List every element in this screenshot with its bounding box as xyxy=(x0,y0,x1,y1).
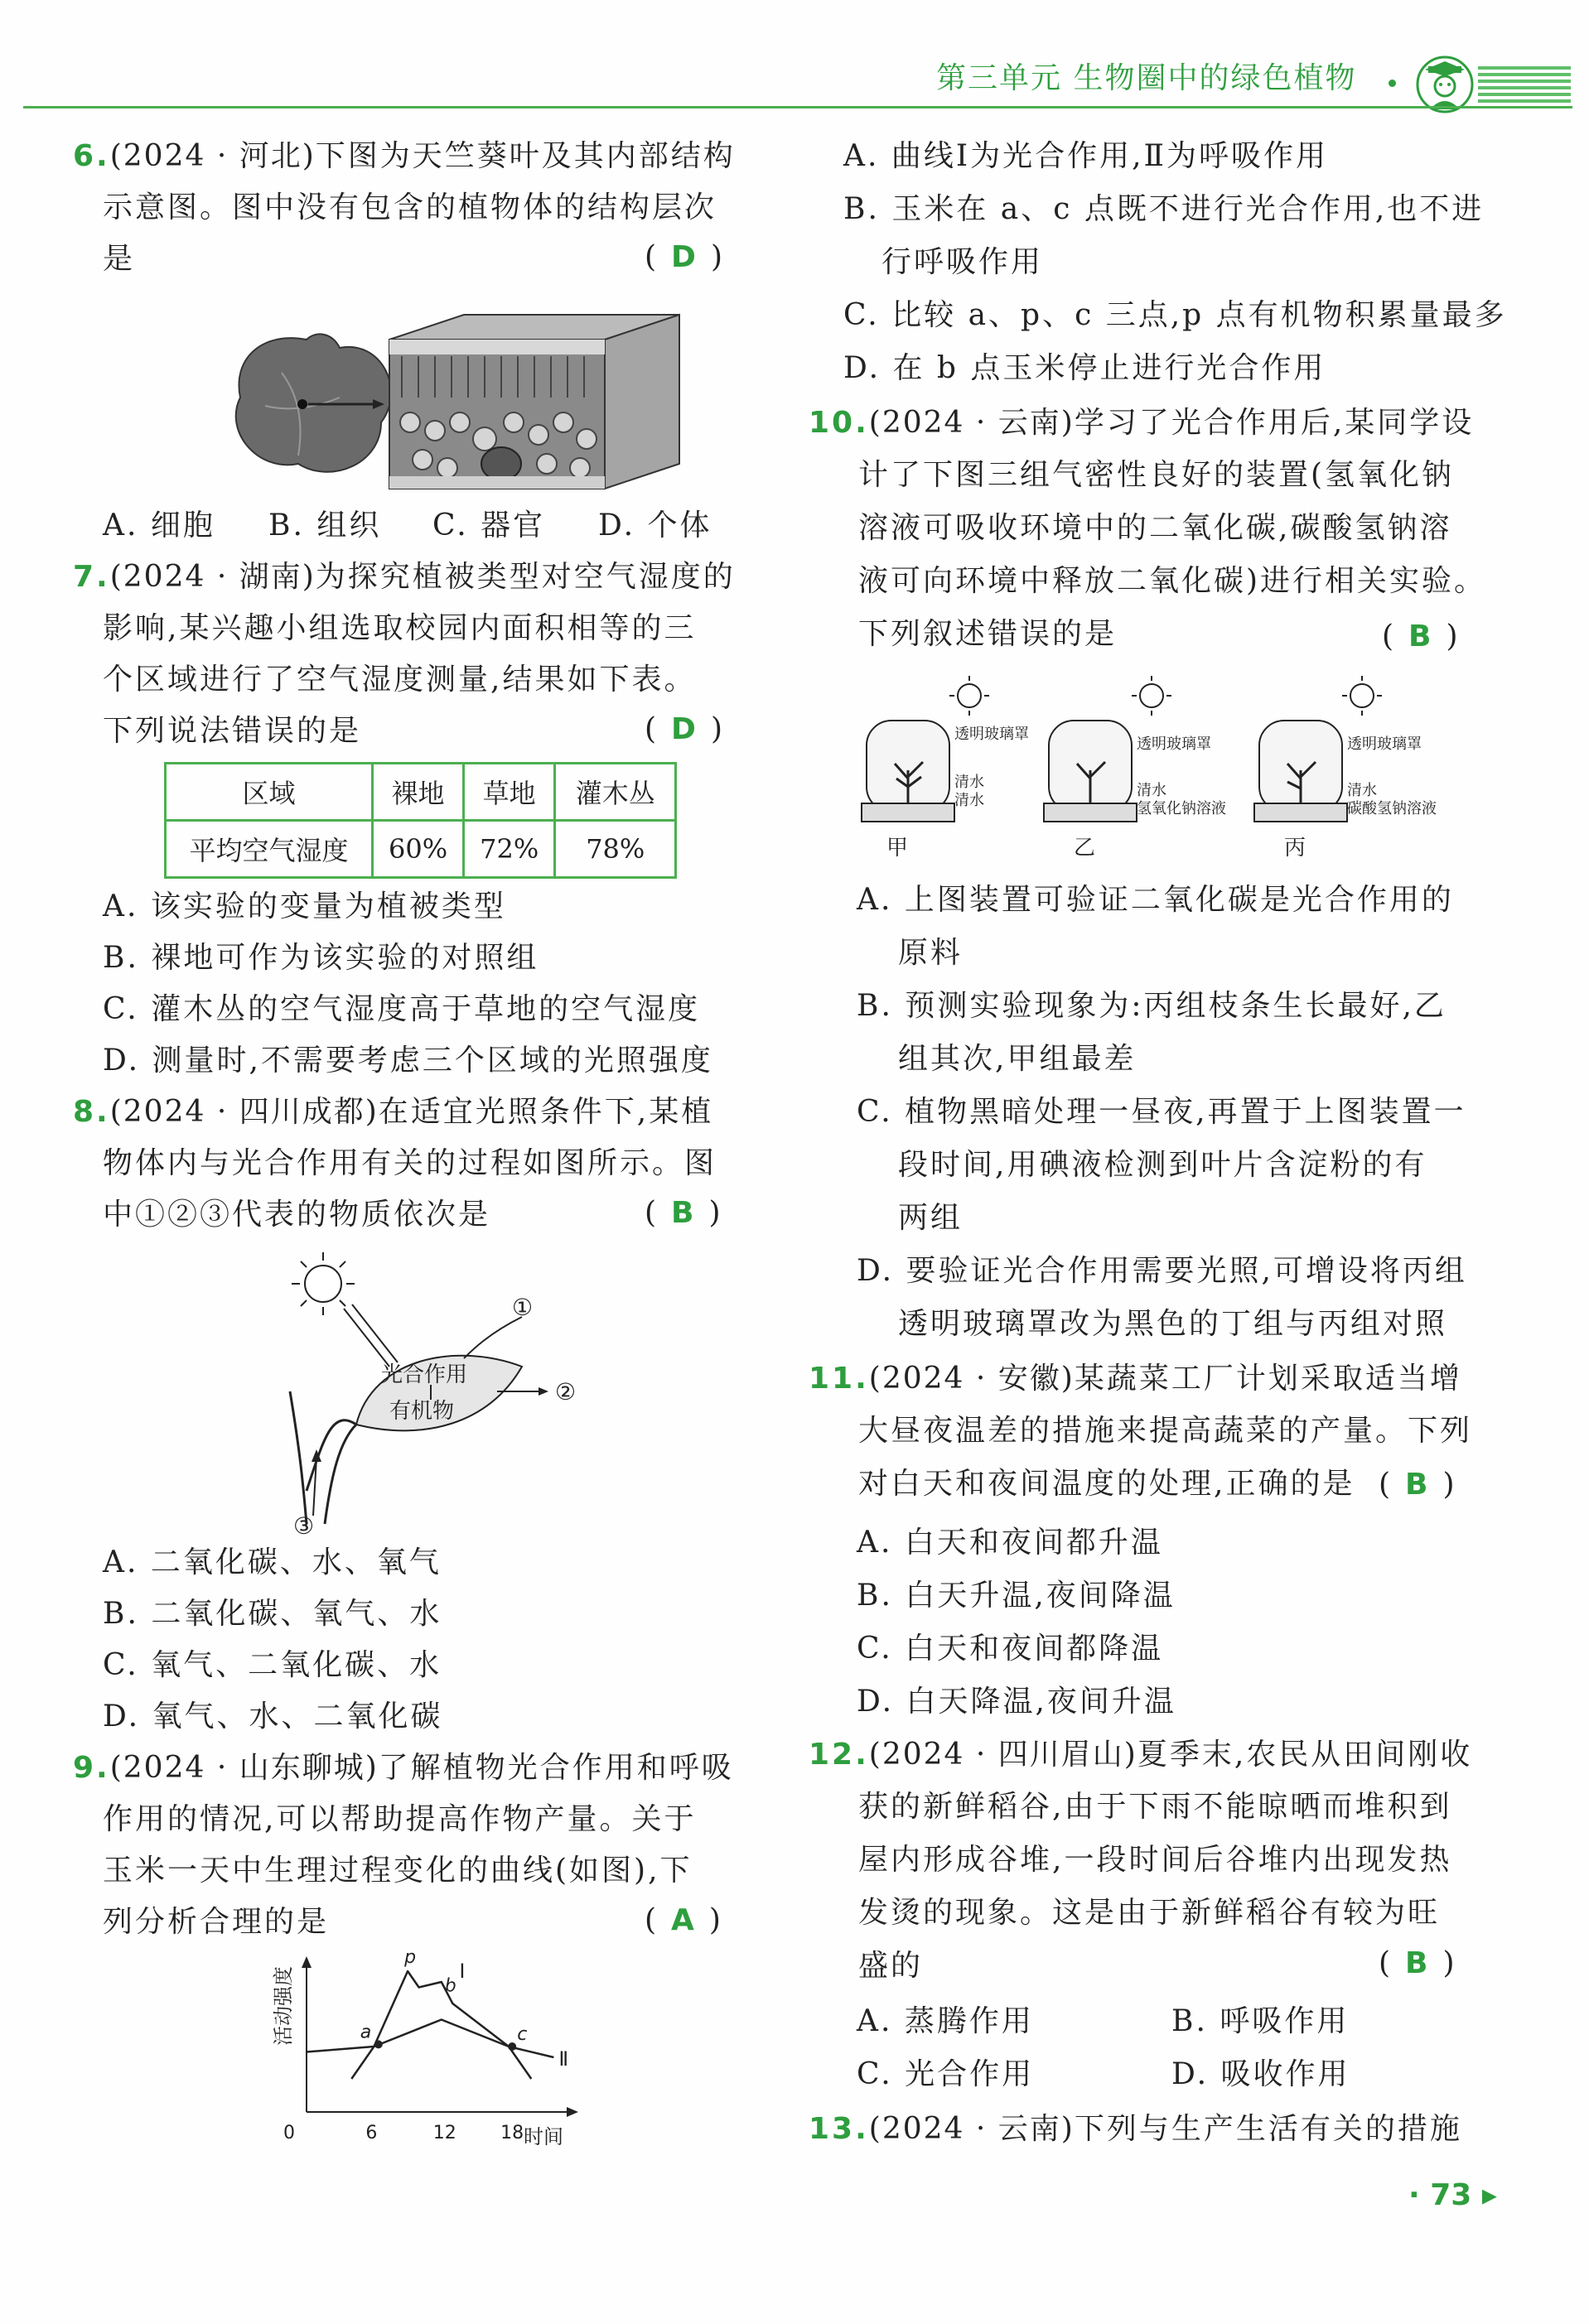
option-b: B. 呼吸作用 xyxy=(1171,2004,1350,2038)
table-cell: 平均空气湿度 xyxy=(166,821,373,878)
option-a: A. 白天和夜间都升温 xyxy=(857,1526,1163,1560)
option-b: B. 预测实验现象为:丙组枝条生长最好,乙 xyxy=(857,989,1447,1023)
table-header-cell: 灌木丛 xyxy=(555,764,676,821)
series-label: Ⅰ xyxy=(459,1960,466,1983)
option-a: A. 蒸腾作用 xyxy=(857,2004,1034,2038)
answer-6: ( D ) xyxy=(645,240,722,274)
option-d-cont: 透明玻璃罩改为黑色的丁组与丙组对照 xyxy=(898,1307,1448,1341)
naoh-label: 氢氧化钠溶液 xyxy=(1137,800,1226,817)
table-header-cell: 草地 xyxy=(464,764,555,821)
header-stripes xyxy=(1478,66,1571,106)
intersection-point xyxy=(374,2040,383,2048)
table-cell: 72% xyxy=(464,821,555,878)
point-label: c xyxy=(517,2024,528,2045)
question-stem: 大昼夜温差的措施来提高蔬菜的产量。下列 xyxy=(858,1414,1473,1448)
option-c-cont: 段时间,用碘液检测到叶片含淀粉的有 xyxy=(898,1148,1427,1182)
label-2: ② xyxy=(555,1378,577,1405)
option-d: D. 要验证光合作用需要光照,可增设将丙组 xyxy=(857,1254,1467,1288)
question-number: 8. xyxy=(73,1095,110,1129)
question-stem: 物体内与光合作用有关的过程如图所示。图 xyxy=(103,1146,717,1180)
nahco3-label: 碳酸氢钠溶液 xyxy=(1347,800,1437,817)
apparatus-yi xyxy=(1044,676,1226,861)
option-c: C. 白天和夜间都降温 xyxy=(857,1632,1164,1666)
option-b-cont: 组其次,甲组最差 xyxy=(898,1042,1137,1076)
cover-label: 透明玻璃罩 xyxy=(1137,735,1211,753)
option-b: B. 裸地可作为该实验的对照组 xyxy=(103,941,539,975)
sun-icon xyxy=(292,1252,355,1315)
option-d: D. 吸收作用 xyxy=(1171,2057,1350,2091)
option-b: B. 玉米在 a、c 点既不进行光合作用,也不进 xyxy=(843,192,1485,226)
humidity-table xyxy=(164,762,677,879)
x-tick-label: 0 xyxy=(283,2123,295,2143)
question-number: 12. xyxy=(809,1738,869,1772)
table-header-cell: 区域 xyxy=(166,764,373,821)
option-c: C. 植物黑暗处理一昼夜,再置于上图装置一 xyxy=(857,1095,1466,1129)
water-label: 清水 xyxy=(954,774,984,791)
process-label: 光合作用 xyxy=(381,1362,468,1387)
answer-9: ( A ) xyxy=(645,1903,721,1937)
question-stem: 个区域进行了空气湿度测量,结果如下表。 xyxy=(103,663,697,697)
answer-11: ( B ) xyxy=(1379,1468,1455,1502)
question-stem: 中①②③代表的物质依次是 xyxy=(103,1198,491,1232)
question-stem: 某蔬菜工厂计划采取适当增 xyxy=(1074,1362,1462,1396)
apparatus-label-jia: 甲 xyxy=(886,836,909,861)
answer-8: ( B ) xyxy=(645,1196,721,1230)
plant-stem xyxy=(290,1391,356,1524)
series-line-1 xyxy=(351,1971,531,2079)
apparatus-label-yi: 乙 xyxy=(1074,836,1096,861)
cover-label: 透明玻璃罩 xyxy=(1347,735,1422,753)
question-source: (2024 · 山东聊城) xyxy=(109,1751,379,1785)
product-label: 有机物 xyxy=(389,1399,455,1424)
question-number: 9. xyxy=(73,1751,110,1785)
apparatus-bing xyxy=(1254,676,1437,861)
question-number: 13. xyxy=(809,2112,869,2146)
question-number: 11. xyxy=(809,1362,869,1396)
question-stem: 玉米一天中生理过程变化的曲线(如图),下 xyxy=(103,1854,693,1888)
point-label: a xyxy=(360,2022,372,2043)
question-13 xyxy=(809,2104,1496,2155)
label-1: ① xyxy=(512,1294,534,1321)
water-label: 清水 xyxy=(1137,782,1166,799)
question-source: (2024 · 湖南) xyxy=(109,560,316,594)
leaf-structure-figure xyxy=(215,306,712,497)
intersection-point xyxy=(508,2042,516,2051)
option-a: A. 该实验的变量为植被类型 xyxy=(103,890,506,923)
question-stem: 为探究植被类型对空气湿度的 xyxy=(315,560,736,594)
water-label-2: 清水 xyxy=(954,792,984,809)
x-tick-label: 18 xyxy=(500,2123,524,2143)
photosynthesis-process-diagram xyxy=(273,1242,605,1540)
y-axis-label: 活动强度 xyxy=(272,1966,295,2046)
question-stem: 作用的情况,可以帮助提高作物产量。关于 xyxy=(103,1802,697,1836)
light-arrow xyxy=(344,1309,389,1367)
option-d: D. 白天降温,夜间升温 xyxy=(857,1685,1176,1719)
question-stem: 学习了光合作用后,某同学设 xyxy=(1074,406,1475,440)
question-number: 7. xyxy=(73,560,110,594)
sun-icon xyxy=(949,676,989,716)
unit-title: 第三单元 生物圈中的绿色植物 xyxy=(936,61,1357,95)
question-stem: 列分析合理的是 xyxy=(103,1905,330,1939)
question-number: 10. xyxy=(809,406,869,440)
x-tick-label: 12 xyxy=(432,2123,456,2143)
option-b: B. 二氧化碳、氧气、水 xyxy=(103,1597,442,1631)
header-dot xyxy=(1389,80,1396,87)
question-stem: 下列说法错误的是 xyxy=(103,714,362,748)
option-c-cont: 两组 xyxy=(898,1201,964,1235)
table-header-cell: 裸地 xyxy=(373,764,464,821)
question-source: (2024 · 安徽) xyxy=(868,1362,1075,1396)
option-d: D. 氧气、水、二氧化碳 xyxy=(103,1700,443,1733)
option-b-cont: 行呼吸作用 xyxy=(881,245,1044,279)
option-a: A. 上图装置可验证二氧化碳是光合作用的 xyxy=(857,883,1454,917)
question-stem: 获的新鲜稻谷,由于下雨不能晾晒而堆积到 xyxy=(858,1790,1452,1824)
question-source: (2024 · 四川成都) xyxy=(109,1095,379,1129)
answer-10: ( B ) xyxy=(1382,620,1458,653)
cover-label: 透明玻璃罩 xyxy=(954,726,1029,743)
point-label: p xyxy=(404,1947,417,1968)
header-rule xyxy=(23,106,1572,108)
activity-intensity-chart xyxy=(257,1946,605,2153)
x-axis-label: 时间 xyxy=(524,2125,563,2148)
option-a-cont: 原料 xyxy=(898,936,964,970)
label-3: ③ xyxy=(293,1512,315,1540)
option-c: C. 灌木丛的空气湿度高于草地的空气湿度 xyxy=(103,992,701,1026)
question-stem: 示意图。图中没有包含的植物体的结构层次 xyxy=(103,190,717,224)
question-stem: 盛的 xyxy=(858,1949,924,1983)
answer-12: ( B ) xyxy=(1379,1946,1455,1980)
apparatus-jia xyxy=(862,676,1029,861)
option-c: C. 器官 xyxy=(432,509,546,542)
option-a: A. 细胞 xyxy=(103,509,215,542)
question-number: 6. xyxy=(73,139,110,173)
table-row xyxy=(166,821,676,878)
water-label: 清水 xyxy=(1347,782,1377,799)
question-stem: 液可向环境中释放二氧化碳)进行相关实验。 xyxy=(858,564,1487,598)
question-stem: 夏季末,农民从田间刚收 xyxy=(1137,1738,1473,1772)
sun-icon xyxy=(1132,676,1171,716)
question-source: (2024 · 云南) xyxy=(868,406,1075,440)
question-stem: 计了下图三组气密性良好的装置(氢氧化钠 xyxy=(858,458,1455,492)
option-c: C. 氧气、二氧化碳、水 xyxy=(103,1648,442,1682)
bell-jar-apparatus-figure xyxy=(853,671,1508,870)
option-b: B. 组织 xyxy=(268,509,382,542)
question-stem: 了解植物光合作用和呼吸 xyxy=(378,1751,734,1785)
table-cell: 60% xyxy=(373,821,464,878)
page-number: · 73 ▸ xyxy=(1408,2178,1497,2212)
question-source: (2024 · 河北) xyxy=(109,139,316,173)
question-stem: 在适宜光照条件下,某植 xyxy=(378,1095,714,1129)
answer-7: ( D ) xyxy=(645,712,722,746)
question-source: (2024 · 四川眉山) xyxy=(868,1738,1137,1772)
question-stem: 下列与生产生活有关的措施 xyxy=(1074,2112,1462,2146)
option-a: A. 二氧化碳、水、氧气 xyxy=(103,1545,442,1579)
input-arrow-1 xyxy=(464,1317,522,1358)
question-stem: 溶液可吸收环境中的二氧化碳,碳酸氢钠溶 xyxy=(858,511,1452,545)
apparatus-label-bing: 丙 xyxy=(1284,836,1306,861)
question-source: (2024 · 云南) xyxy=(868,2112,1075,2146)
option-c: C. 比较 a、p、c 三点,p 点有机物积累量最多 xyxy=(843,298,1507,332)
point-label: b xyxy=(444,1975,456,1997)
table-header-row xyxy=(166,764,676,821)
question-stem: 影响,某兴趣小组选取校园内面积相等的三 xyxy=(103,611,697,645)
table-cell: 78% xyxy=(555,821,676,878)
option-b: B. 白天升温,夜间降温 xyxy=(857,1579,1176,1613)
x-tick-label: 6 xyxy=(365,2123,378,2143)
option-d: D. 个体 xyxy=(598,509,712,542)
sun-icon xyxy=(1342,676,1382,716)
option-c: C. 光合作用 xyxy=(857,2057,1035,2091)
question-stem: 屋内形成谷堆,一段时间后谷堆内出现发热 xyxy=(858,1843,1452,1877)
question-stem: 下图为天竺葵叶及其内部结构 xyxy=(315,139,736,173)
question-stem: 是 xyxy=(103,242,136,276)
leaf-tissue-block-image xyxy=(389,315,679,489)
option-d: D. 在 b 点玉米停止进行光合作用 xyxy=(843,351,1326,385)
question-stem: 发烫的现象。这是由于新鲜稻谷有较为旺 xyxy=(858,1896,1441,1930)
option-d: D. 测量时,不需要考虑三个区域的光照强度 xyxy=(103,1044,713,1078)
question-stem: 下列叙述错误的是 xyxy=(858,617,1118,651)
question-stem: 对白天和夜间温度的处理,正确的是 xyxy=(858,1467,1355,1501)
series-label: Ⅱ xyxy=(558,2047,569,2071)
option-a: A. 曲线Ⅰ为光合作用,Ⅱ为呼吸作用 xyxy=(843,139,1329,173)
